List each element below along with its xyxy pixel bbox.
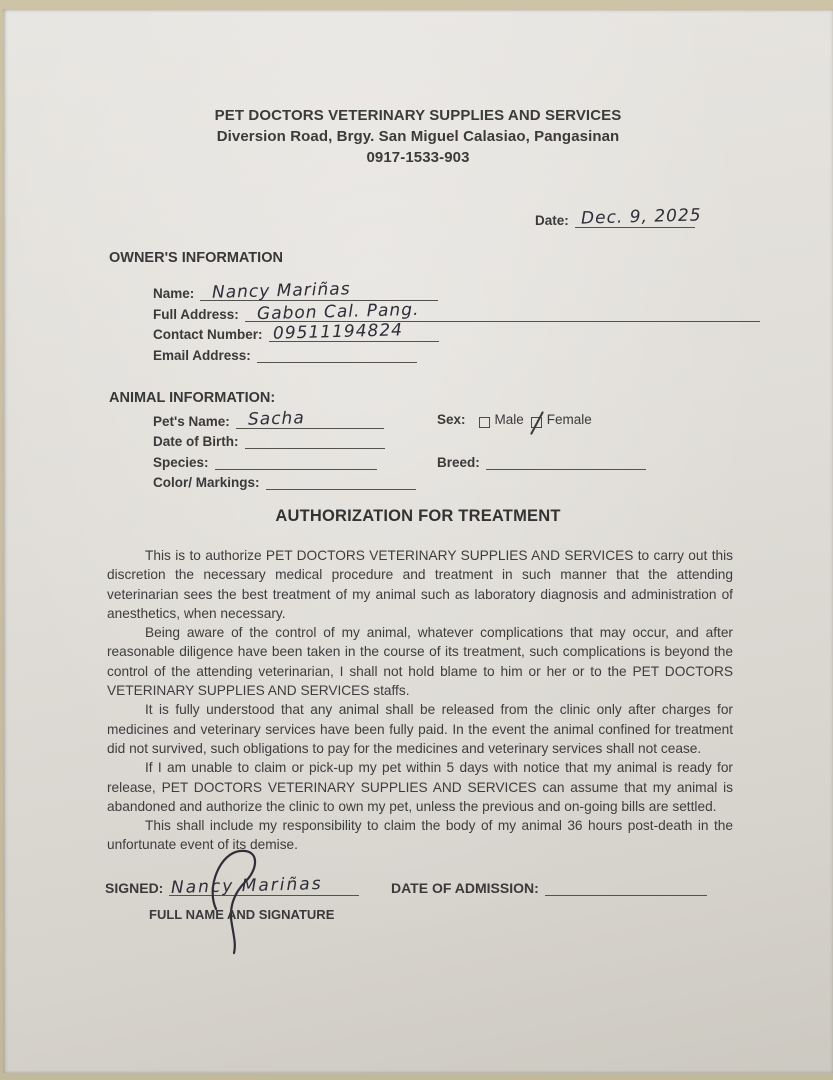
dob-field bbox=[153, 432, 385, 449]
authorization-body bbox=[107, 546, 733, 855]
owner-email-label: Email Address: bbox=[153, 348, 251, 363]
color-markings-label: Color/ Markings: bbox=[153, 475, 260, 490]
signed-field bbox=[105, 874, 359, 898]
sex-field bbox=[437, 412, 592, 427]
owner-name-line bbox=[200, 279, 438, 303]
admission-label: DATE OF ADMISSION: bbox=[391, 880, 539, 896]
owner-contact-handwriting: 09511194824 bbox=[272, 320, 403, 344]
color-markings-field bbox=[153, 473, 416, 490]
signature-handwriting: Nancy Mariñas bbox=[171, 874, 324, 898]
owner-name-handwriting: Nancy Mariñas bbox=[212, 279, 352, 303]
owner-contact-label: Contact Number: bbox=[153, 327, 263, 342]
owner-contact-field bbox=[153, 320, 439, 344]
paragraph-5: This shall include my responsibility to claim the body of my animal 36 hours post-death in the unfortunate event of its demise. bbox=[107, 818, 733, 853]
signature-caption: FULL NAME AND SIGNATURE bbox=[149, 907, 335, 922]
species-line bbox=[215, 453, 377, 470]
clinic-name: PET DOCTORS VETERINARY SUPPLIES AND SERVICES bbox=[214, 107, 622, 124]
admission-field bbox=[391, 879, 707, 896]
color-markings-line bbox=[266, 473, 416, 490]
pet-name-label: Pet's Name: bbox=[153, 414, 230, 429]
male-option-label: Male bbox=[494, 412, 524, 427]
species-field bbox=[153, 453, 377, 470]
letterhead bbox=[3, 105, 833, 168]
owner-section-title: OWNER'S INFORMATION bbox=[109, 250, 283, 266]
breed-line bbox=[486, 453, 646, 470]
signed-line bbox=[169, 874, 359, 898]
authorization-title: AUTHORIZATION FOR TREATMENT bbox=[275, 507, 561, 525]
owner-email-line bbox=[257, 346, 417, 363]
owner-contact-line bbox=[269, 320, 439, 344]
owner-address-handwriting: Gabon Cal. Pang. bbox=[256, 299, 420, 325]
date-field bbox=[535, 205, 702, 229]
date-handwriting: Dec. 9, 2025 bbox=[580, 205, 702, 229]
clinic-phone: 0917-1533-903 bbox=[366, 149, 470, 166]
checkmark-stroke bbox=[530, 411, 544, 435]
pet-name-line bbox=[236, 408, 384, 430]
owner-email-field bbox=[153, 346, 417, 363]
breed-label: Breed: bbox=[437, 455, 480, 470]
female-checkbox-checked bbox=[531, 417, 542, 428]
dob-line bbox=[245, 432, 385, 449]
dob-label: Date of Birth: bbox=[153, 434, 239, 449]
date-line bbox=[575, 205, 702, 229]
owner-address-line bbox=[245, 299, 760, 325]
pet-name-handwriting: Sacha bbox=[247, 408, 305, 430]
signature-flourish bbox=[198, 847, 288, 957]
owner-address-field bbox=[153, 299, 760, 325]
date-label: Date: bbox=[535, 213, 569, 228]
paragraph-2: Being aware of the control of my animal, whatever complications that may occur, and after reasonable diligence have been taken in the course of its treatment, such complications is beyond the control of the attending veterinarian, I shall not hold blame to him or her or to the PET DOCTORS VETERINARY SUPPLIES AND SERVICES staffs. bbox=[107, 625, 733, 699]
signed-label: SIGNED: bbox=[105, 880, 164, 896]
admission-line bbox=[545, 879, 707, 896]
paragraph-4: If I am unable to claim or pick-up my pet within 5 days with notice that my animal is ready for release, PET DOCTORS VETERINARY SUPPLIES AND SERVICES can assume that my animal is abandoned and authorize the clinic to own my pet, unless the previous and on-going bills are settled. bbox=[107, 760, 733, 814]
female-option-label: Female bbox=[546, 412, 592, 427]
clinic-address: Diversion Road, Brgy. San Miguel Calasiao, Pangasinan bbox=[216, 128, 620, 145]
paragraph-3: It is fully understood that any animal shall be released from the clinic only after charges for medicines and veterinary services have been fully paid. In the event the animal confined for treatment did not survived, such obligations to pay for the medicines and veterinary services shall not cease. bbox=[107, 702, 733, 756]
paragraph-1: This is to authorize PET DOCTORS VETERINARY SUPPLIES AND SERVICES to carry out this discretion the necessary medical procedure and treatment in such manner that the attending veterinarian sees the best treatment of my animal such as laboratory diagnosis and administration of anesthetics, when necessary. bbox=[107, 548, 733, 621]
species-label: Species: bbox=[153, 455, 209, 470]
breed-field bbox=[437, 453, 646, 470]
owner-name-field bbox=[153, 279, 438, 303]
sex-label: Sex: bbox=[437, 412, 466, 427]
form-page bbox=[3, 9, 833, 1073]
pet-name-field bbox=[153, 408, 384, 430]
owner-name-label: Name: bbox=[153, 286, 195, 301]
male-checkbox bbox=[479, 417, 490, 428]
owner-address-label: Full Address: bbox=[153, 307, 239, 322]
animal-section-title: ANIMAL INFORMATION: bbox=[109, 390, 276, 406]
